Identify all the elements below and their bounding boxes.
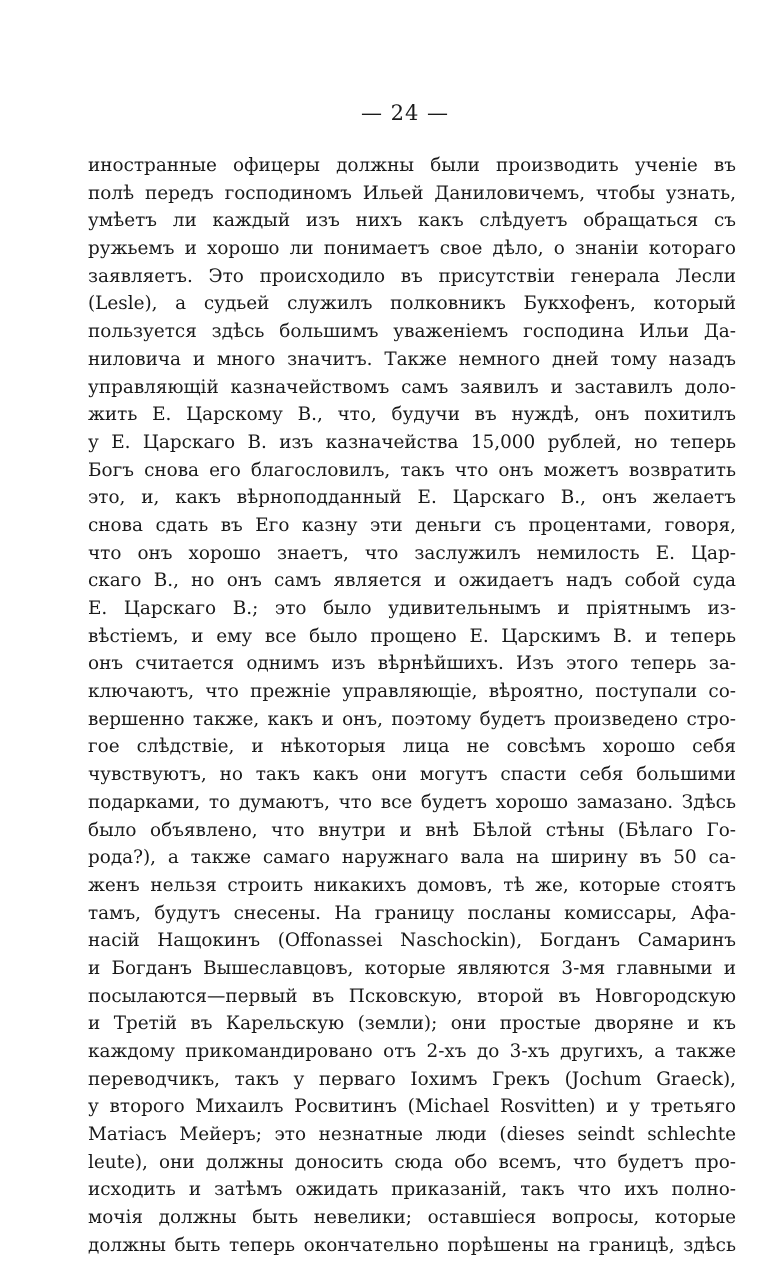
text-line: пользуется здѣсь большимъ уваженіемъ господина Ильи Да- xyxy=(88,321,736,343)
text-line: у Е. Царскаго В. изъ казначейства 15,000 рублей, но теперь xyxy=(88,431,736,453)
text-line: было объявлено, что внутри и внѣ Бѣлой стѣны (Бѣлаго Го- xyxy=(88,819,736,841)
text-line: гое слѣдствіе, и нѣкоторыя лица не совсѣмъ хорошо себя xyxy=(88,736,736,758)
text-line: посылаются—первый въ Псковскую, второй въ Новгородскую xyxy=(88,985,736,1007)
text-line: и Третій въ Карельскую (земли); они простые дворяне и къ xyxy=(88,1013,736,1035)
text-line: снова сдать въ Его казну эти деньги съ процентами, говоря, xyxy=(88,514,736,536)
text-line: это, и, какъ вѣрноподданный Е. Царскаго В., онъ желаетъ xyxy=(88,487,736,509)
text-line: ружьемъ и хорошо ли понимаетъ свое дѣло, о знаніи котораго xyxy=(88,238,736,260)
text-line: женъ нельзя строить никакихъ домовъ, тѣ же, которые стоятъ xyxy=(88,874,736,896)
text-line: мочія должны быть невелики; оставшіеся вопросы, которые xyxy=(88,1207,736,1229)
text-line: должны быть теперь окончательно порѣшены на границѣ, здѣсь xyxy=(88,1234,736,1256)
text-line: и Богданъ Вышеславцовъ, которые являются 3-мя главными и xyxy=(88,957,736,979)
text-line: исходить и затѣмъ ожидать приказаній, такъ что ихъ полно- xyxy=(88,1179,736,1201)
text-line: иностранные офицеры должны были производить ученіе въ xyxy=(88,155,736,176)
page-number: — 24 — xyxy=(360,101,450,125)
text-line: управляющій казначействомъ самъ заявилъ и заставилъ доло- xyxy=(88,376,736,398)
text-line: рода?), а также самаго наружнаго вала на ширину въ 50 са- xyxy=(88,847,736,869)
text-line: заявляетъ. Это происходило въ присутствіи генерала Лесли xyxy=(88,265,736,287)
text-line: скаго В., но онъ самъ является и ожидаетъ надъ собой суда xyxy=(88,570,736,592)
text-line: ниловича и много значитъ. Также немного дней тому назадъ xyxy=(88,348,736,370)
text-line: Богъ снова его благословилъ, такъ что онъ можетъ возвратить xyxy=(88,459,736,481)
text-line: умѣетъ ли каждый изъ нихъ какъ слѣдуетъ обращаться съ xyxy=(88,210,736,232)
text-line: насій Нащокинъ (Offonassei Naschockin), Богданъ Самаринъ xyxy=(88,930,736,952)
text-line: вѣстіемъ, и ему все было прощено Е. Царскимъ В. и теперь xyxy=(88,625,736,647)
text-line: у второго Михаилъ Росвитинъ (Michael Rosvitten) и у третьяго xyxy=(88,1096,736,1118)
text-line: подарками, то думаютъ, что все будетъ хорошо замазано. Здѣсь xyxy=(88,791,736,813)
text-line: ключаютъ, что прежніе управляющіе, вѣроятно, поступали со- xyxy=(88,681,736,703)
body-text xyxy=(88,152,736,1260)
text-line: вершенно также, какъ и онъ, поэтому будетъ произведено стро- xyxy=(88,708,736,730)
text-line: каждому прикомандировано отъ 2-хъ до 3-хъ другихъ, а также xyxy=(88,1041,736,1062)
text-line: онъ считается однимъ изъ вѣрнѣйшихъ. Изъ этого теперь за- xyxy=(88,653,736,675)
text-line: переводчикъ, такъ у перваго Іохимъ Грекъ (Jochum Graeck), xyxy=(88,1068,736,1090)
text-line: что онъ хорошо знаетъ, что заслужилъ немилость Е. Цар- xyxy=(88,542,736,564)
text-line: полѣ передъ господиномъ Ильей Даниловичемъ, чтобы узнать, xyxy=(88,182,736,204)
text-line: leute), они должны доносить сюда обо всемъ, что будетъ про- xyxy=(88,1151,736,1173)
text-line: тамъ, будутъ снесены. На границу посланы комиссары, Афа- xyxy=(88,902,736,924)
text-line: жить Е. Царскому В., что, будучи въ нуждѣ, онъ похитилъ xyxy=(88,404,736,426)
text-line: Е. Царскаго В.; это было удивительнымъ и пріятнымъ из- xyxy=(88,598,736,619)
text-line: Матіасъ Мейеръ; это незнатные люди (dieses seindt schlechte xyxy=(88,1124,736,1146)
text-line: чувствуютъ, но такъ какъ они могутъ спасти себя большими xyxy=(88,764,736,786)
text-line: (Lesle), а судьей служилъ полковникъ Букхофенъ, который xyxy=(88,293,736,315)
